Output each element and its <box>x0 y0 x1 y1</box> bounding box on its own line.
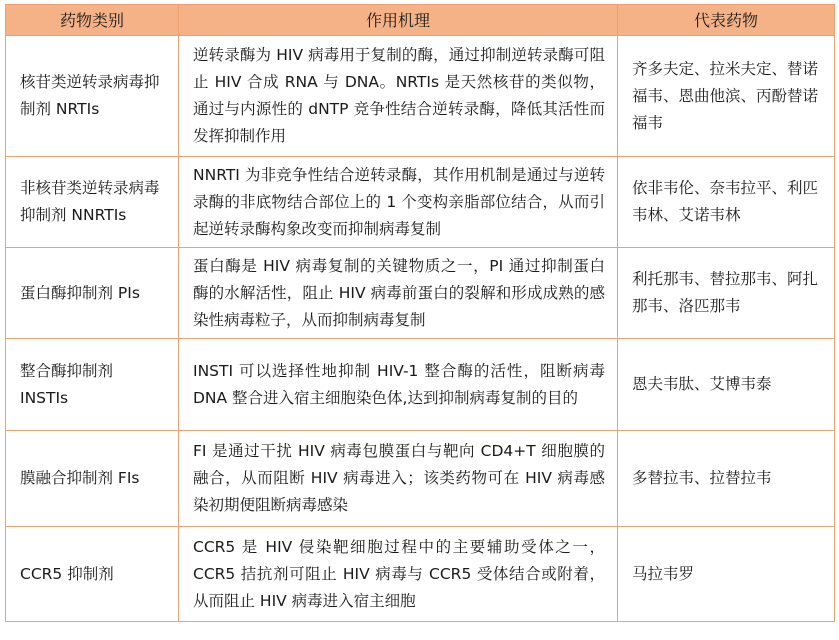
row-mechanism: CCR5 是 HIV 侵染靶细胞过程中的主要辅助受体之一，CCR5 拮抗剂可阻止 HIV 病毒与 CCR5 受体结合或附着，从而阻止 HIV 病毒进入宿主细胞 <box>179 527 618 622</box>
row-drugs: 利托那韦、替拉那韦、阿扎那韦、洛匹那韦 <box>618 248 835 339</box>
table-header <box>6 5 835 36</box>
table-row <box>6 36 835 157</box>
table-body <box>6 36 835 622</box>
row-mechanism: FI 是通过干扰 HIV 病毒包膜蛋白与靶向 CD4+T 细胞膜的融合，从而阻断 HIV 病毒进入；该类药物可在 HIV 病毒感染初期便阻断病毒感染 <box>179 431 618 527</box>
row-drugs: 齐多夫定、拉米夫定、替诺福韦、恩曲他滨、丙酚替诺福韦 <box>618 36 835 157</box>
table-row <box>6 431 835 527</box>
row-drugs: 马拉韦罗 <box>618 527 835 622</box>
row-category: 非核苷类逆转录病毒抑制剂 NNRTIs <box>6 157 179 248</box>
header-mechanism: 作用机理 <box>179 5 618 36</box>
header-row <box>6 5 835 36</box>
hiv-drug-table <box>5 4 835 622</box>
table-row <box>6 248 835 339</box>
row-category: 膜融合抑制剂 FIs <box>6 431 179 527</box>
header-category: 药物类别 <box>6 5 179 36</box>
row-mechanism: NNRTI 为非竞争性结合逆转录酶，其作用机制是通过与逆转录酶的非底物结合部位上的 1 个变构亲脂部位结合，从而引起逆转录酶构象改变而抑制病毒复制 <box>179 157 618 248</box>
table-row <box>6 339 835 431</box>
row-mechanism: INSTI 可以选择性地抑制 HIV-1 整合酶的活性，阻断病毒 DNA 整合进入宿主细胞染色体,达到抑制病毒复制的目的 <box>179 339 618 431</box>
header-drugs: 代表药物 <box>618 5 835 36</box>
row-drugs: 恩夫韦肽、艾博韦泰 <box>618 339 835 431</box>
row-category: 核苷类逆转录病毒抑制剂 NRTIs <box>6 36 179 157</box>
table-row <box>6 527 835 622</box>
row-mechanism: 逆转录酶为 HIV 病毒用于复制的酶，通过抑制逆转录酶可阻止 HIV 合成 RNA 与 DNA。NRTIs 是天然核苷的类似物，通过与内源性的 dNTP 竞争性结合逆转录酶，降低其活性而发挥抑制作用 <box>179 36 618 157</box>
row-category: 蛋白酶抑制剂 PIs <box>6 248 179 339</box>
row-category: 整合酶抑制剂 INSTIs <box>6 339 179 431</box>
row-category: CCR5 抑制剂 <box>6 527 179 622</box>
row-drugs: 依非韦伦、奈韦拉平、利匹韦林、艾诺韦林 <box>618 157 835 248</box>
row-mechanism: 蛋白酶是 HIV 病毒复制的关键物质之一，PI 通过抑制蛋白酶的水解活性，阻止 HIV 病毒前蛋白的裂解和形成成熟的感染性病毒粒子，从而抑制病毒复制 <box>179 248 618 339</box>
table-row <box>6 157 835 248</box>
row-drugs: 多替拉韦、拉替拉韦 <box>618 431 835 527</box>
